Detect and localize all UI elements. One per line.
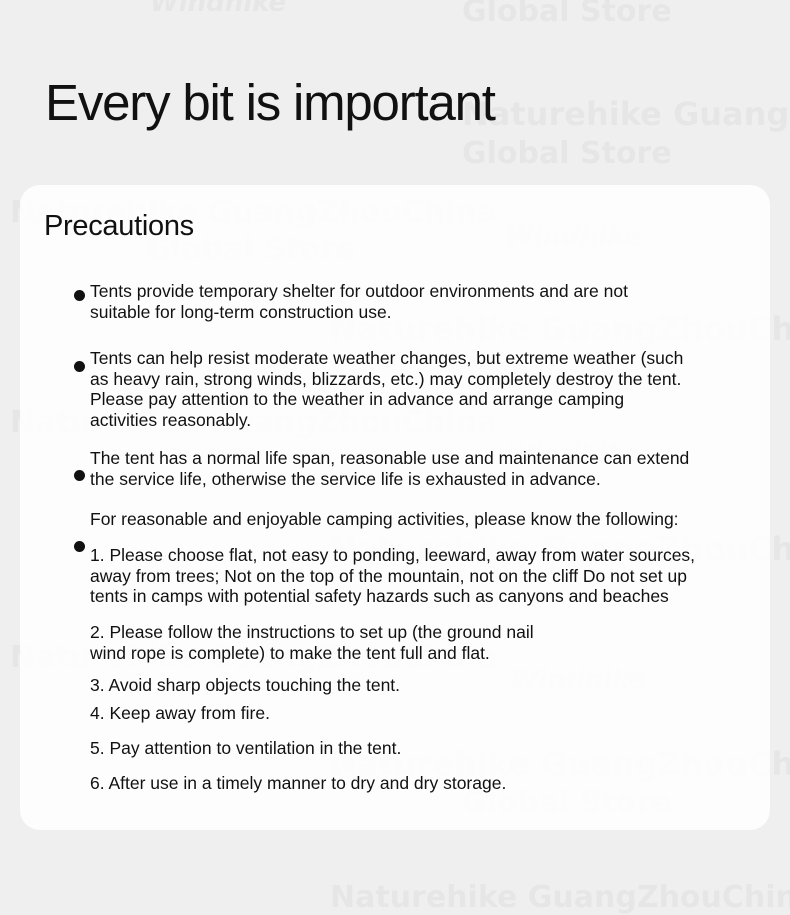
list-item-line: 3. Avoid sharp objects touching the tent.: [90, 675, 401, 695]
page-headline: Every bit is important: [45, 74, 495, 131]
precaution-paragraph: [90, 509, 679, 530]
paragraph-line: activities reasonably.: [90, 409, 252, 430]
precautions-card: [20, 185, 770, 830]
list-item-line: wind rope is complete) to make the tent full and flat.: [90, 642, 490, 663]
list-item-line: away from trees; Not on the top of the mountain, not on the cliff Do not set up: [90, 565, 687, 586]
list-item: [90, 675, 400, 696]
card-title: Precautions: [44, 210, 194, 242]
list-item-line: 5. Pay attention to ventilation in the tent.: [90, 738, 402, 758]
watermark-store: [330, 880, 790, 915]
paragraph-line: Tents provide temporary shelter for outdoor environments and are not: [90, 281, 628, 301]
watermark-brand: [150, 0, 286, 18]
precaution-paragraph: [90, 448, 689, 489]
list-item: [90, 545, 695, 607]
bullet-icon: [74, 541, 85, 552]
precaution-paragraph: [90, 348, 683, 430]
list-item-line: 4. Keep away from fire.: [90, 703, 270, 723]
list-item-line: tents in camps with potential safety hazards such as canyons and beaches: [90, 586, 669, 606]
paragraph-line: as heavy rain, strong winds, blizzards, etc.) may completely destroy the tent.: [90, 368, 682, 389]
watermark-store: [462, 0, 672, 29]
bullet-icon: [74, 470, 85, 481]
paragraph-line: suitable for long-term construction use.: [90, 301, 392, 322]
watermark-store: [462, 95, 790, 133]
list-item: [90, 773, 506, 794]
paragraph-line: The tent has a normal life span, reasonable use and maintenance can extend: [90, 448, 690, 468]
list-item-line: 1. Please choose flat, not easy to ponding, leeward, away from water sources,: [90, 545, 696, 565]
paragraph-line: Please pay attention to the weather in advance and arrange camping: [90, 389, 625, 409]
list-item: [90, 622, 534, 663]
list-item: [90, 703, 270, 724]
paragraph-line: Tents can help resist moderate weather changes, but extreme weather (such: [90, 348, 684, 368]
bullet-icon: [74, 290, 85, 301]
paragraph-line: For reasonable and enjoyable camping activities, please know the following:: [90, 509, 679, 529]
list-item: [90, 738, 401, 759]
watermark-store: [462, 136, 672, 171]
bullet-icon: [74, 361, 85, 372]
list-item-line: 2. Please follow the instructions to set up (the ground nail: [90, 622, 534, 642]
paragraph-line: the service life, otherwise the service life is exhausted in advance.: [90, 468, 601, 489]
list-item-line: 6. After use in a timely manner to dry and dry storage.: [90, 773, 507, 793]
precaution-paragraph: [90, 281, 628, 322]
